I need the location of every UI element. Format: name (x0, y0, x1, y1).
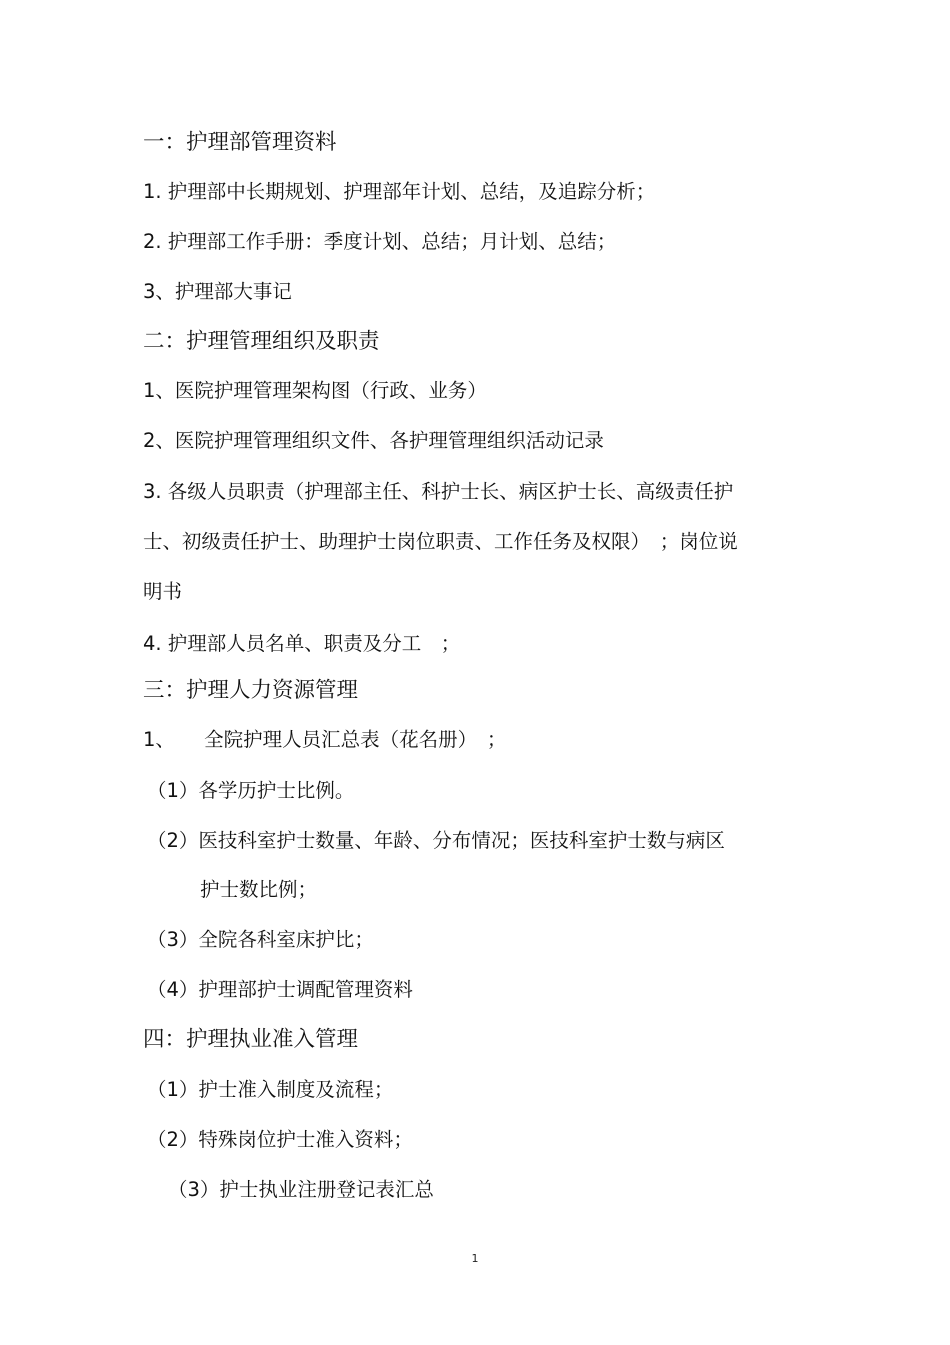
section-1-item-3: 3、护理部大事记 (143, 280, 292, 303)
section-3-heading: 三：护理人力资源管理 (143, 678, 359, 703)
section-3-subitem-4: （4）护理部护士调配管理资料 (147, 978, 413, 1001)
section-2-item-3-line-2: 士、初级责任护士、助理护士岗位职责、工作任务及权限） ；岗位说 (143, 530, 738, 553)
section-1-item-1: 1. 护理部中长期规划、护理部年计划、总结，及追踪分析； (143, 180, 656, 203)
section-4-item-2: （2）特殊岗位护士准入资料； (147, 1128, 413, 1151)
section-1-item-2: 2. 护理部工作手册：季度计划、总结；月计划、总结； (143, 230, 617, 253)
section-2-item-4: 4. 护理部人员名单、职责及分工 ； (143, 632, 461, 655)
section-2-heading: 二：护理管理组织及职责 (143, 329, 380, 354)
section-3-item-1: 1、 全院护理人员汇总表（花名册） ； (143, 728, 507, 751)
section-2-item-3-line-3: 明书 (143, 580, 183, 603)
section-1-heading: 一：护理部管理资料 (143, 130, 337, 155)
section-3-subitem-3: （3）全院各科室床护比； (147, 928, 374, 951)
section-3-subitem-2-line-2: 护士数比例； (200, 878, 318, 901)
section-4-item-1: （1）护士准入制度及流程； (147, 1078, 394, 1101)
section-4-item-3: （3）护士执业注册登记表汇总 (168, 1178, 434, 1201)
section-2-item-1: 1、医院护理管理架构图（行政、业务） (143, 379, 487, 402)
page-number: 1 (471, 1252, 479, 1265)
section-4-heading: 四：护理执业准入管理 (143, 1027, 359, 1052)
section-3-subitem-1: （1）各学历护士比例。 (147, 779, 355, 802)
section-2-item-3-line-1: 3. 各级人员职责（护理部主任、科护士长、病区护士长、高级责任护 (143, 480, 734, 503)
section-2-item-2: 2、医院护理管理组织文件、各护理管理组织活动记录 (143, 429, 604, 452)
section-3-subitem-2-line-1: （2）医技科室护士数量、年龄、分布情况；医技科室护士数与病区 (147, 829, 725, 852)
